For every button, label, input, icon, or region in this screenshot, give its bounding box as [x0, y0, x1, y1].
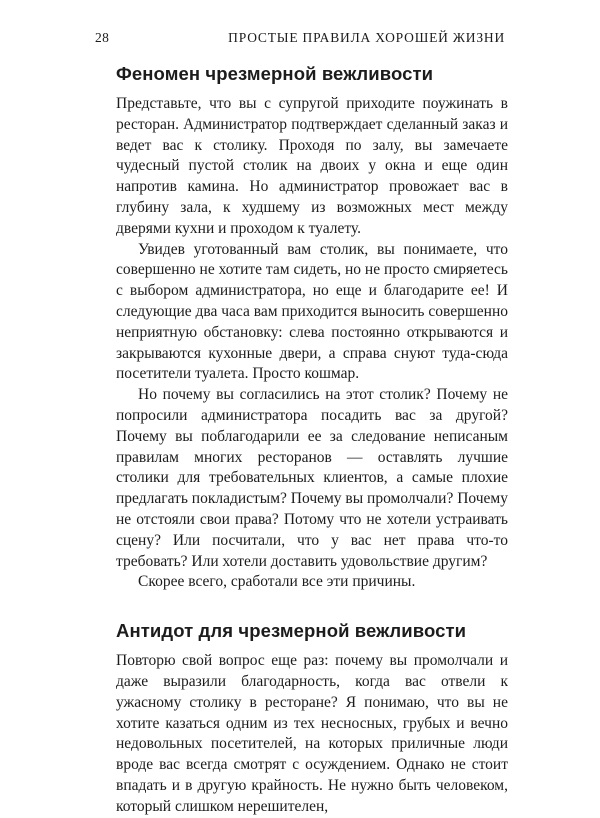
paragraph: Скорее всего, сработали все эти причины.	[138, 573, 416, 591]
paragraph: Но почему вы согласились на этот столик? Почему не попросили администратора посадить вас за другой? Почему вы поблагодарили ее за следование неписаным правилам многих ресторанов — оставлять лучшие столики для требовательных клиентов, а самые плохие предлагать покладистым? Почему вы промолчали? Почему не отстояли свои права? Потому что не хотели устраивать сцену? Или посчитали, что у вас нет права что-то требовать? Или хотели доставить удовольствие другим?	[116, 386, 508, 570]
page-number: 28	[95, 30, 110, 45]
section-heading: Феномен чрезмерной вежливости	[116, 63, 434, 84]
paragraph: Представьте, что вы с супругой приходите поужинать в ресторан. Администратор подтверждает сделанный заказ и ведет вас к столику. Проходя по залу, вы замечаете чудесный пустой столик на двоих у окна и еще один напротив камина. Но администратор провожает вас в глубину зала, к худшему из возможных мест между дверями кухни и проходом к туалету.	[116, 95, 508, 237]
book-title: ПРОСТЫЕ ПРАВИЛА ХОРОШЕЙ ЖИЗНИ	[228, 30, 505, 45]
running-head	[95, 30, 505, 50]
paragraph: Увидев уготованный вам столик, вы понимаете, что совершенно не хотите там сидеть, но не просто смиряетесь с выбором администратора, но еще и благодарите ее! И следующие два часа вам приходится выносить совершенно неприятную обстановку: слева постоянно открываются и закрываются кухонные двери, а справа снуют туда-сюда посетители туалета. Просто кошмар.	[116, 240, 508, 383]
paragraph: Повторю свой вопрос еще раз: почему вы промолчали и даже выразили благодарность, когда вас отвели к ужасному столику в ресторане? Я понимаю, что вы не хотите казаться одним из тех несносных, грубых и вечно недовольных посетителей, на которых приличные люди вроде вас всегда смотрят с осуждением. Однако не стоит впадать и в другую крайность. Не нужно быть человеком, который слишком нерешителен,	[116, 652, 508, 815]
section-heading: Антидот для чрезмерной вежливости	[116, 620, 467, 642]
page-content	[116, 62, 508, 818]
